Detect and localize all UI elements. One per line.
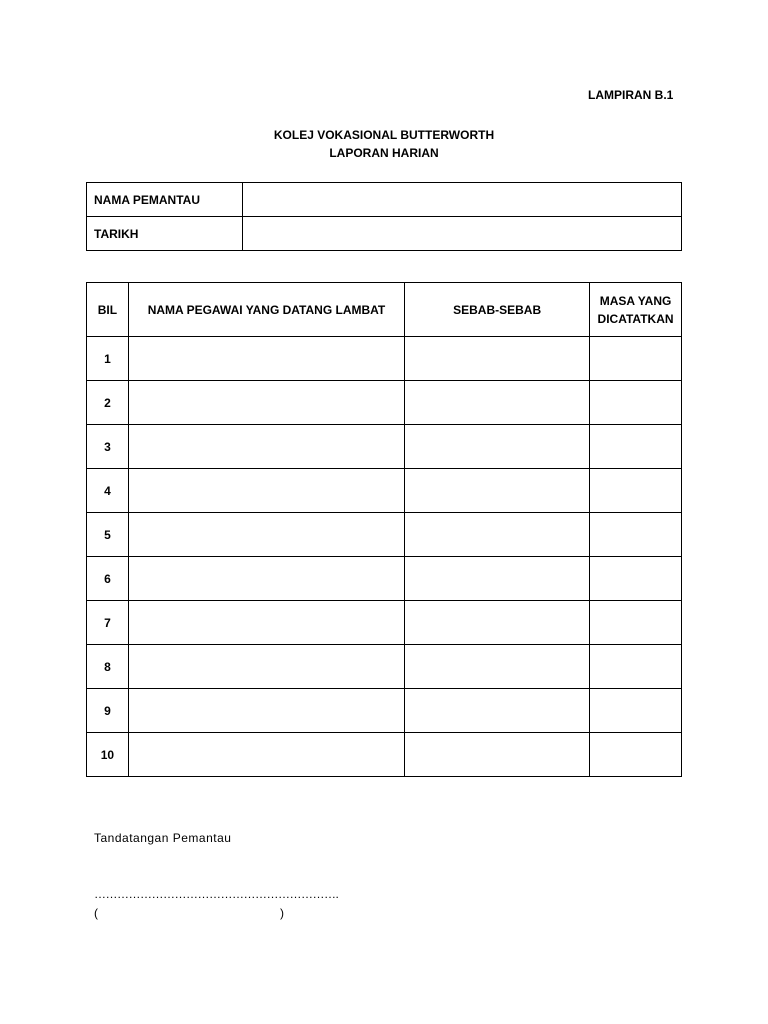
row-number: 6: [87, 557, 129, 601]
appendix-label: LAMPIRAN B.1: [588, 88, 674, 102]
staff-name-cell[interactable]: [128, 645, 404, 689]
reason-cell[interactable]: [405, 381, 590, 425]
info-table: [86, 182, 682, 251]
staff-name-cell[interactable]: [128, 601, 404, 645]
signature-line: ……………………………………………………….: [94, 887, 339, 901]
column-header-reason: SEBAB-SEBAB: [405, 283, 590, 337]
table-row: [87, 733, 682, 777]
time-recorded-cell[interactable]: [590, 689, 682, 733]
table-header-row: [87, 283, 682, 337]
info-row-date: [87, 217, 682, 251]
reason-cell[interactable]: [405, 689, 590, 733]
table-body: [87, 337, 682, 777]
table-row: [87, 601, 682, 645]
date-label: TARIKH: [87, 217, 243, 251]
info-row-monitor: [87, 183, 682, 217]
reason-cell[interactable]: [405, 513, 590, 557]
reason-cell[interactable]: [405, 601, 590, 645]
table-row: [87, 513, 682, 557]
table-row: [87, 337, 682, 381]
document-title: [0, 126, 768, 162]
row-number: 4: [87, 469, 129, 513]
row-number: 10: [87, 733, 129, 777]
column-header-time: MASA YANG DICATATKAN: [590, 283, 682, 337]
time-recorded-cell[interactable]: [590, 337, 682, 381]
row-number: 7: [87, 601, 129, 645]
staff-name-cell[interactable]: [128, 689, 404, 733]
table-row: [87, 689, 682, 733]
monitor-label: NAMA PEMANTAU: [87, 183, 243, 217]
time-recorded-cell[interactable]: [590, 513, 682, 557]
institution-name: KOLEJ VOKASIONAL BUTTERWORTH: [273, 128, 495, 142]
time-recorded-cell[interactable]: [590, 381, 682, 425]
row-number: 3: [87, 425, 129, 469]
column-header-bil: BIL: [87, 283, 129, 337]
monitor-value-field[interactable]: [243, 183, 682, 217]
table-row: [87, 645, 682, 689]
date-value-field[interactable]: [243, 217, 682, 251]
report-title: LAPORAN HARIAN: [329, 146, 439, 160]
table-row: [87, 381, 682, 425]
reason-cell[interactable]: [405, 337, 590, 381]
staff-name-cell[interactable]: [128, 425, 404, 469]
reason-cell[interactable]: [405, 645, 590, 689]
time-recorded-cell[interactable]: [590, 733, 682, 777]
table-row: [87, 425, 682, 469]
row-number: 9: [87, 689, 129, 733]
signature-label: Tandatangan Pemantau: [94, 831, 232, 845]
late-staff-table: [86, 282, 682, 777]
time-recorded-cell[interactable]: [590, 425, 682, 469]
staff-name-cell[interactable]: [128, 557, 404, 601]
table-row: [87, 469, 682, 513]
table-row: [87, 557, 682, 601]
time-recorded-cell[interactable]: [590, 645, 682, 689]
reason-cell[interactable]: [405, 425, 590, 469]
staff-name-cell[interactable]: [128, 513, 404, 557]
reason-cell[interactable]: [405, 557, 590, 601]
reason-cell[interactable]: [405, 469, 590, 513]
open-paren: (: [94, 906, 98, 920]
row-number: 5: [87, 513, 129, 557]
column-header-name: NAMA PEGAWAI YANG DATANG LAMBAT: [128, 283, 404, 337]
time-recorded-cell[interactable]: [590, 469, 682, 513]
signature-name-field: [94, 906, 284, 920]
reason-cell[interactable]: [405, 733, 590, 777]
close-paren: ): [280, 906, 284, 920]
time-recorded-cell[interactable]: [590, 601, 682, 645]
row-number: 1: [87, 337, 129, 381]
staff-name-cell[interactable]: [128, 733, 404, 777]
row-number: 8: [87, 645, 129, 689]
staff-name-cell[interactable]: [128, 381, 404, 425]
staff-name-cell[interactable]: [128, 337, 404, 381]
staff-name-cell[interactable]: [128, 469, 404, 513]
row-number: 2: [87, 381, 129, 425]
time-recorded-cell[interactable]: [590, 557, 682, 601]
